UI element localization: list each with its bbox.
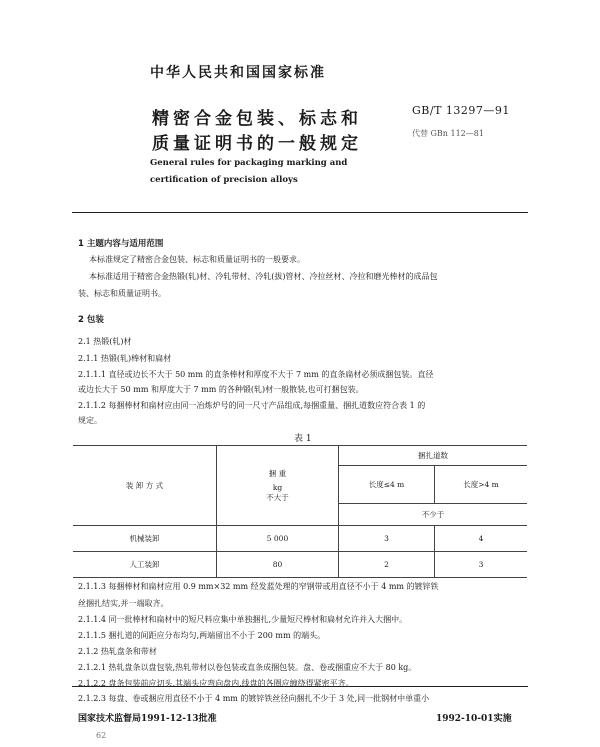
table-row <box>73 552 527 578</box>
clause-2-1-1-2-line2: 规定。 <box>78 416 102 425</box>
col-header-method: 装 卸 方 式 <box>73 446 217 526</box>
col-header-length-long: 长度>4 m <box>435 466 528 504</box>
standard-name: 中华人民共和国国家标准 <box>150 65 326 81</box>
title-cn-line1: 精密合金包装、标志和 <box>152 109 362 129</box>
clause-2-1-1-1-line2: 或边长大于 50 mm 和厚度大于 7 mm 的各种锻(轧)材一般散装,也可打捆包装。 <box>78 385 364 394</box>
bundle-table <box>73 445 527 578</box>
cell-long: 3 <box>435 552 528 578</box>
cell-method: 人工装卸 <box>73 552 217 578</box>
title-en-line1: General rules for packaging marking and <box>150 158 348 168</box>
clause-2-1-1-1-line1: 2.1.1.1 直径或边长不大于 50 mm 的直条棒材和厚度不大于 7 mm 的直条扁材必须成捆包装。直径 <box>78 370 434 379</box>
cell-short: 2 <box>339 552 435 578</box>
section-1-para-1: 本标准规定了精密合金包装、标志和质量证明书的一般要求。 <box>89 255 305 264</box>
clause-2-1-1-2-line1: 2.1.1.2 每捆棒材和扁材应由同一冶炼炉号的同一尺寸产品组成,每捆重量、捆扎道数应符合表 1 的 <box>78 401 426 410</box>
clause-2-1-2: 2.1.2 热轧盘条和带材 <box>78 647 157 656</box>
header-rule <box>72 212 528 213</box>
cell-weight: 5 000 <box>217 526 339 552</box>
col-header-weight-label: 捆 重 <box>268 468 287 478</box>
section-2-heading: 2 包装 <box>78 315 104 325</box>
title-en-line2: certification of precision alloys <box>150 175 298 185</box>
clause-2-1: 2.1 热锻(轧)材 <box>78 337 132 346</box>
clause-2-1-2-3: 2.1.2.3 每盘、卷或捆应用直径不小于 4 mm 的镀锌铁丝径向捆扎不少于 3 处,同一批钢材中单重小 <box>78 694 430 703</box>
col-header-length-short: 长度≤4 m <box>339 466 435 504</box>
col-header-min: 不少于 <box>339 504 528 526</box>
clause-2-1-1-3-line2: 丝捆扎结实,并一端取齐。 <box>78 599 169 608</box>
clause-2-1-1-4: 2.1.1.4 同一批棒材和扁材中的短尺料应集中单独捆扎,少量短尺棒材和扁材允许并入大捆中。 <box>78 615 408 624</box>
clause-2-1-1: 2.1.1 热锻(轧)棒材和扁材 <box>78 354 172 363</box>
effective-date: 1992-10-01实施 <box>436 714 512 724</box>
cell-weight: 80 <box>217 552 339 578</box>
clause-2-1-2-1: 2.1.2.1 热轧盘条以盘包装,热轧带材以卷包装或直条成捆包装。盘、卷或捆重应不大于 80 kg。 <box>78 663 417 672</box>
col-header-weight-limit: 不大于 <box>266 492 289 502</box>
table-row <box>73 526 527 552</box>
col-header-bands: 捆扎道数 <box>339 446 528 466</box>
section-1-heading: 1 主题内容与适用范围 <box>78 239 164 249</box>
clause-2-1-1-3-line1: 2.1.1.3 每捆棒材和扁材应用 0.9 mm×32 mm 经发蓝处理的窄钢带或用直径不小于 4 mm 的镀锌铁 <box>78 582 439 591</box>
footer-rule <box>72 686 528 687</box>
cell-short: 3 <box>339 526 435 552</box>
clause-2-1-2-2: 2.1.2.2 盘条包装前应切头,其端头应弯向盘内,线盘的各圈应缠绕得紧密平齐。 <box>78 679 354 688</box>
section-1-para-2-line1: 本标准适用于精密合金热锻(轧)材、冷轧带材、冷轧(拔)管材、冷拉丝材、冷拉和磨光棒材的成品包 <box>89 272 438 281</box>
replaces-note: 代替 GBn 112—81 <box>412 129 484 138</box>
title-cn-line2: 质量证明书的一般规定 <box>152 134 362 154</box>
page-number: 62 <box>96 731 107 740</box>
clause-2-1-1-5: 2.1.1.5 捆扎道的间距应分布均匀,两端留出不小于 200 mm 的端头。 <box>78 631 326 640</box>
table-caption: 表 1 <box>294 434 312 444</box>
standard-code: GB/T 13297—91 <box>412 104 510 117</box>
col-header-weight <box>217 446 339 526</box>
cell-method: 机械装卸 <box>73 526 217 552</box>
section-1-para-2-line2: 装、标志和质量证明书。 <box>78 289 166 298</box>
issue-date: 国家技术监督局1991-12-13批准 <box>78 714 217 724</box>
cell-long: 4 <box>435 526 528 552</box>
col-header-weight-unit: kg <box>272 482 283 492</box>
